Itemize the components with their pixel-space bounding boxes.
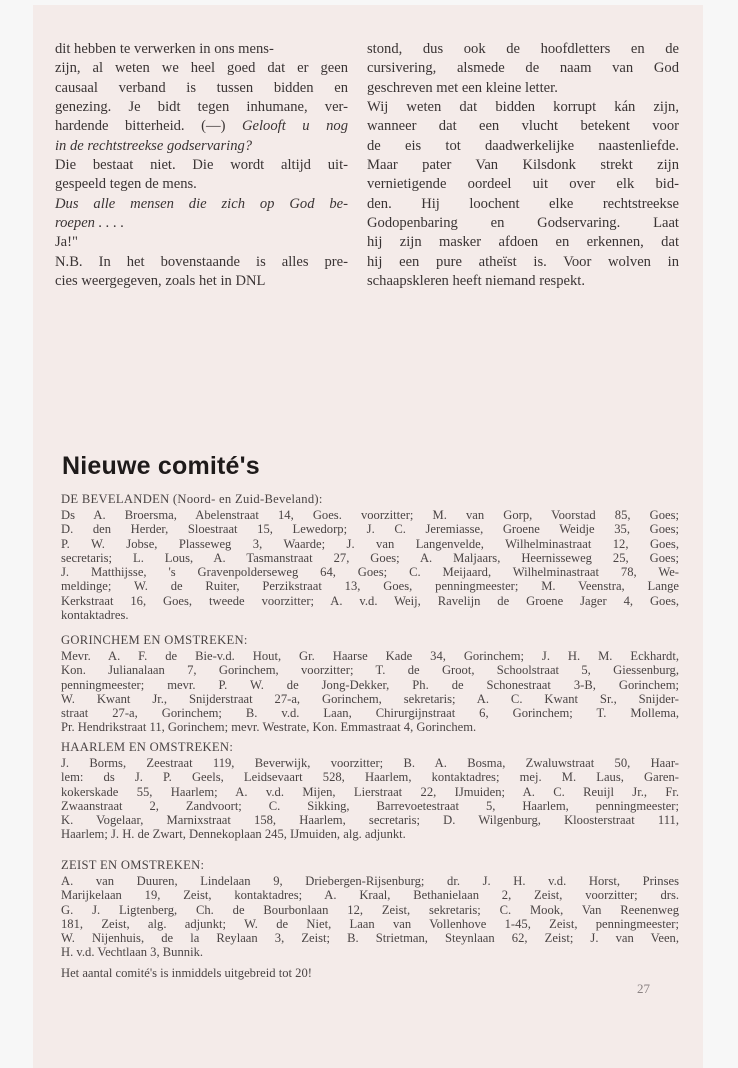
text-segment: hij zijn masker afdoen en erkennen, dat xyxy=(367,234,679,251)
member-line: Ds A. Broersma, Abelenstraat 14, Goes. voorzitter; M. van Gorp, Voorstad 85, Goes; xyxy=(61,508,679,522)
page xyxy=(33,5,703,1068)
text-line xyxy=(55,233,348,252)
member-line: D. den Herder, Sloestraat 15, Lewedorp; J. C. Jeremiasse, Groene Weidje 35, Goes; xyxy=(61,522,679,537)
closing-note xyxy=(61,966,679,980)
text-segment: Die bestaat niet. Die wordt altijd uit- xyxy=(55,157,348,174)
member-line: secretaris; L. Lous, A. Tasmanstraat 27, Goes; A. Maljaars, Heernisseweg 25, Goes; xyxy=(61,550,679,565)
member-line: Kon. Julianalaan 7, Gorinchem, voorzitter; T. de Groot, Schoolstraat 5, Giessenburg, xyxy=(61,663,679,678)
text-segment: stond, dus ook de hoofdletters en de xyxy=(367,41,679,57)
member-line: Kerkstraat 16, Goes, tweede voorzitter; A. v.d. Weij, Ravelijn de Groene Jager 4, Goes, xyxy=(61,593,679,608)
text-line xyxy=(55,175,348,194)
text-line xyxy=(55,98,348,117)
text-segment: de eis tot daadwerkelijke naastenliefde. xyxy=(367,137,679,154)
committee-zeist xyxy=(61,857,679,960)
member-line: W. Nijenhuis, de la Reylaan 3, Zeist; B. Strietman, Steynlaan 62, Zeist; J. van Veen, xyxy=(61,931,679,946)
text-line xyxy=(367,40,679,59)
text-segment: hardende bitterheid. (—) xyxy=(55,118,242,135)
text-line xyxy=(55,79,348,98)
member-line: meldinge; W. de Ruiter, Perzikstraat 13, Goes, penningmeester; M. Veenstra, Lange xyxy=(61,579,679,594)
member-line: penningmeester; mevr. P. W. de Jong-Dekker, Ph. de Schonestraat 3-B, Gorinchem; xyxy=(61,677,679,692)
text-segment: N.B. In het bovenstaande is alles pre- xyxy=(55,253,348,270)
text-segment: geschreven met een kleine letter. xyxy=(367,79,558,96)
section-heading: Nieuwe comité's xyxy=(62,452,260,480)
text-segment: vernietigende oordeel uit over elk bid- xyxy=(367,176,679,193)
committee-gorinchem xyxy=(61,632,679,735)
text-line xyxy=(55,156,348,175)
text-line xyxy=(367,253,679,272)
member-line: lem: ds J. P. Geels, Leidsevaart 528, Haarlem, kontaktadres; mej. M. Laus, Garen- xyxy=(61,770,679,785)
member-line: K. Vogelaar, Marnixstraat 158, Haarlem, secretaris; D. Wilgenburg, Kloosterstraat 111, xyxy=(61,813,679,828)
text-line xyxy=(367,272,679,291)
italic-text: roepen . . . . xyxy=(55,215,125,232)
article-right-column xyxy=(367,40,679,291)
member-line: J. Borms, Zeestraat 119, Beverwijk, voorzitter; B. A. Bosma, Zwaluwstraat 50, Haar- xyxy=(61,756,679,770)
text-line xyxy=(367,98,679,117)
text-segment: cies weergegeven, zoals het in DNL xyxy=(55,273,266,290)
member-line: J. Matthijsse, 's Gravenpolderseweg 64, Goes; C. Meijaard, Wilhelminastraat 78, We- xyxy=(61,565,679,580)
member-line: 181, Zeist, alg. adjunkt; W. de Niet, Laan van Vollenhove 1-45, Zeist, penningmeester; xyxy=(61,916,679,931)
member-line: Pr. Hendrikstraat 11, Gorinchem; mevr. Westrate, Kon. Emmastraat 4, Gorinchem. xyxy=(61,720,477,735)
text-line xyxy=(367,175,679,194)
text-line xyxy=(55,253,348,272)
text-line xyxy=(367,59,679,78)
text-segment: Maar pater Van Kilsdonk strekt zijn xyxy=(367,157,679,174)
text-line xyxy=(55,272,348,291)
text-line xyxy=(55,214,348,233)
committee-label: GORINCHEM EN OMSTREKEN: xyxy=(61,633,248,647)
closing-text: Het aantal comité's is inmiddels uitgebreid tot 20! xyxy=(61,966,312,980)
committee-label: ZEIST EN OMSTREKEN: xyxy=(61,858,205,872)
italic-text: Gelooft u nog xyxy=(241,118,348,135)
member-line: kontaktadres. xyxy=(61,608,129,623)
member-line: straat 27-a, Gorinchem; B. v.d. Laan, Chirurgijnstraat 6, Gorinchem; T. Mollema, xyxy=(61,706,679,721)
text-segment: Ja!" xyxy=(55,234,78,251)
member-line: P. W. Jobse, Plasseweg 3, Waarde; J. van Langenvelde, Wilhelminastraat 12, Goes, xyxy=(61,536,679,551)
italic-text: in de rechtstreekse godservaring? xyxy=(55,137,253,154)
text-segment: Wij weten dat bidden korrupt kán zijn, xyxy=(367,99,679,116)
member-line: H. v.d. Vechtlaan 3, Bunnik. xyxy=(61,945,204,960)
text-line xyxy=(367,79,679,98)
text-segment: schaapskleren heeft niemand respekt. xyxy=(367,273,586,290)
member-line: Zwaanstraat 2, Zandvoort; C. Sikking, Barrevoetestraat 5, Haarlem, penningmeester; xyxy=(61,798,679,813)
text-line xyxy=(55,40,348,59)
committee-label: HAARLEM EN OMSTREKEN: xyxy=(61,740,234,754)
committee-haarlem xyxy=(61,739,679,842)
committee-label: DE BEVELANDEN (Noord- en Zuid-Beveland): xyxy=(61,492,323,506)
text-line xyxy=(55,59,348,78)
committee-de-bevelanden xyxy=(61,491,679,622)
text-segment: genezing. Je bidt tegen inhumane, ver- xyxy=(55,99,348,116)
text-segment: cursivering, alsmede de naam van God xyxy=(367,60,679,77)
text-line xyxy=(55,195,348,214)
text-segment: dit hebben te verwerken in ons mens- xyxy=(55,41,274,57)
member-line: A. van Duuren, Lindelaan 9, Driebergen-Rijsenburg; dr. J. H. v.d. Horst, Prinses xyxy=(61,874,679,888)
member-line: Marijkelaan 19, Zeist, kontaktadres; A. Kraal, Bethanielaan 2, Zeist, voorzitter; drs. xyxy=(61,888,679,903)
member-line: G. J. Ligtenberg, Ch. de Bourbonlaan 12, Zeist, sekretaris; C. Mook, Van Reenenweg xyxy=(61,902,679,917)
member-line: kokerskade 55, Haarlem; A. v.d. Mijen, Lierstraat 22, IJmuiden; A. C. Reuijl Jr., Fr. xyxy=(61,784,679,799)
text-line xyxy=(367,156,679,175)
member-line: W. Kwant Jr., Snijderstraat 27-a, Gorinchem, sekretaris; A. C. Kwant Sr., Snijder- xyxy=(61,691,679,706)
text-line xyxy=(367,214,679,233)
text-segment: causaal verband is tussen bidden en xyxy=(55,79,348,96)
text-segment: zijn, al weten we heel goed dat er geen xyxy=(55,60,348,77)
text-line xyxy=(367,195,679,214)
text-line xyxy=(55,137,348,156)
text-segment: wanneer dat een vlucht betekent voor xyxy=(367,118,679,135)
text-segment: Godopenbaring en Godservaring. Laat xyxy=(367,215,679,232)
text-segment: den. Hij loochent elke rechtstreekse xyxy=(367,195,679,212)
member-line: Mevr. A. F. de Bie-v.d. Hout, Gr. Haarse Kade 34, Gorinchem; J. H. M. Eckhardt, xyxy=(61,649,679,663)
article-left-column xyxy=(55,40,348,291)
member-line: Haarlem; J. H. de Zwart, Dennekoplaan 245, IJmuiden, alg. adjunkt. xyxy=(61,827,406,842)
text-line xyxy=(367,233,679,252)
text-line xyxy=(367,137,679,156)
italic-text: Dus alle mensen die zich op God be- xyxy=(55,195,348,212)
text-segment: gespeeld tegen de mens. xyxy=(55,176,197,193)
text-segment: hij een pure atheïst is. Voor wolven in xyxy=(367,253,679,270)
page-number: 27 xyxy=(637,981,650,996)
text-line xyxy=(55,117,348,136)
text-line xyxy=(367,117,679,136)
